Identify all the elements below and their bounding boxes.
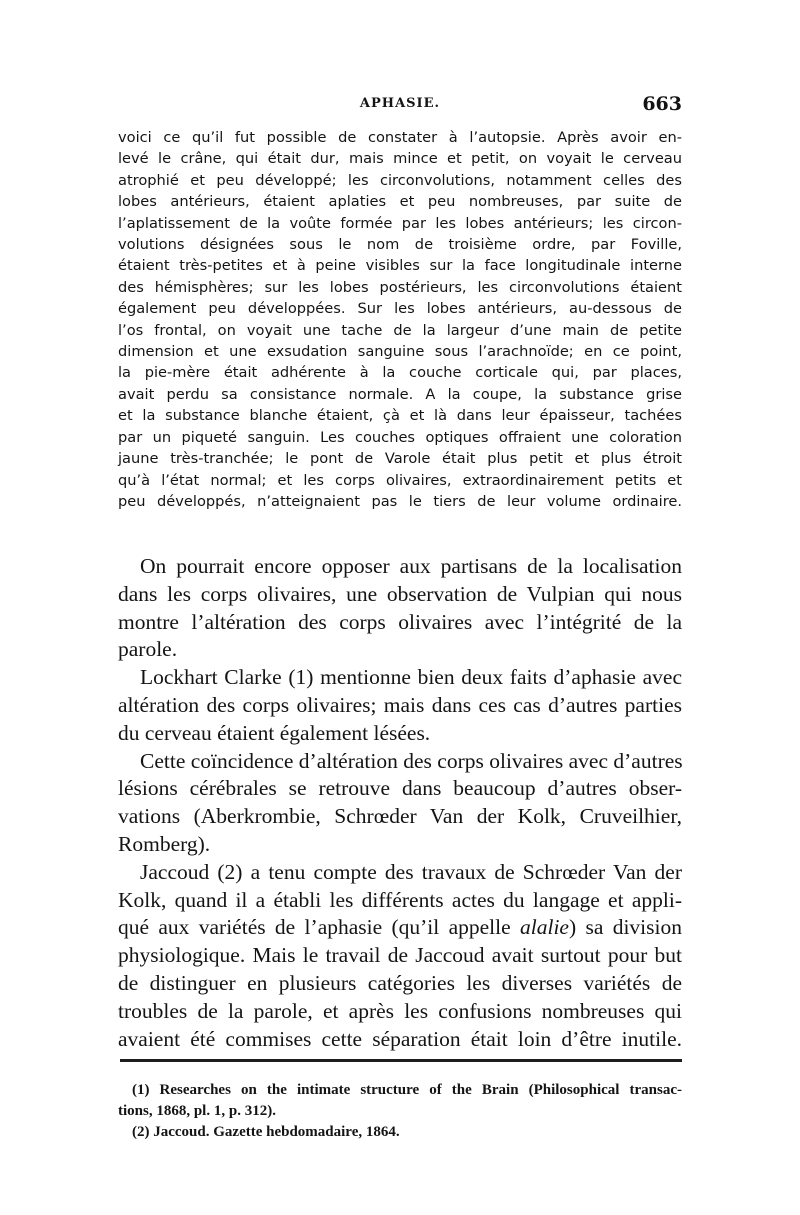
text-line: levé le crâne, qui était dur, mais mince et petit, on voyait le cerveau (118, 150, 682, 168)
running-head: APHASIE. (359, 96, 441, 111)
text-line (118, 914, 682, 942)
text-line: et la substance blanche étaient, çà et là dans leur épaisseur, tachées (118, 407, 682, 425)
text-line: voici ce qu’il fut possible de constater à l’autopsie. Après avoir en- (118, 129, 682, 146)
footnote-rule (120, 1059, 682, 1062)
italic-term: alalie (520, 915, 569, 940)
paragraph-jaccoud (118, 859, 682, 1054)
paragraph-lockhart-clarke (118, 664, 682, 747)
text-line: troubles de la parole, et après les confusions nombreuses qui (118, 998, 682, 1023)
text-line: avait perdu sa consistance normale. A la coupe, la substance grise (118, 385, 682, 403)
text-line: jaune très-tranchée; le pont de Varole était plus petit et plus étroit (118, 450, 682, 468)
text-line: des hémisphères; sur les lobes postérieurs, les circonvolutions étaient (118, 278, 682, 296)
footnote-1: (1) Researches on the intimate structure of the Brain (Philosophical transac- (132, 1082, 682, 1098)
text-line: Romberg). (118, 831, 211, 856)
text-line: lobes antérieurs, étaient aplaties et peu nombreuses, par suite de (118, 193, 682, 211)
text-line: vations (Aberkrombie, Schrœder Van der Kolk, Cruveilhier, (118, 804, 682, 829)
text-line: avaient été commises cette séparation était loin d’être inutile. (118, 1026, 682, 1051)
text-segment: qué aux variétés de l’aphasie (qu’il appelle (118, 915, 520, 940)
text-line: par un piqueté sanguin. Les couches optiques offraient une coloration (118, 428, 682, 446)
footnotes (118, 1080, 682, 1143)
text-line: Lockhart Clarke (1) mentionne bien deux faits d’aphasie avec (140, 665, 682, 690)
text-line: dimension et une exsudation sanguine sous l’arachnoïde; en ce point, (118, 343, 682, 361)
text-line: physiologique. Mais le travail de Jaccoud avait surtout pour but (118, 943, 682, 968)
paragraph-coincidence (118, 748, 682, 859)
text-line: de distinguer en plusieurs catégories les diverses variétés de (118, 970, 682, 995)
text-line: qu’à l’état normal; et les corps olivaires, extraordinairement petits et (118, 471, 682, 489)
paragraph-vulpian (118, 553, 682, 664)
text-line: atrophié et peu développé; les circonvolutions, notamment celles des (118, 171, 682, 189)
autopsy-paragraph (118, 127, 682, 512)
text-line: étaient très-petites et à peine visibles sur la face longitudinale interne (118, 257, 682, 275)
page-number: 663 (642, 93, 682, 115)
text-line: dans les corps olivaires, une observation de Vulpian qui nous (118, 581, 682, 606)
text-line: Cette coïncidence d’altération des corps olivaires avec d’autres (140, 748, 683, 773)
text-line: montre l’altération des corps olivaires avec l’intégrité de la (118, 609, 682, 634)
text-line: peu développés, n’atteignaient pas le tiers de leur volume ordinaire. (118, 492, 682, 510)
text-line: la pie-mère était adhérente à la couche corticale qui, par places, (118, 364, 682, 382)
text-line: Jaccoud (2) a tenu compte des travaux de Schrœder Van der (140, 859, 682, 884)
text-line: altération des corps olivaires; mais dans ces cas d’autres parties (118, 692, 682, 717)
text-segment: ) sa division (568, 915, 682, 940)
page-header (118, 93, 682, 124)
text-line: Kolk, quand il a établi les différents actes du langage et appli- (118, 887, 682, 912)
text-line: l’aplatissement de la voûte formée par les lobes antérieurs; les circon- (118, 214, 682, 232)
text-line: également peu développées. Sur les lobes antérieurs, au-dessous de (118, 300, 682, 318)
text-line: l’os frontal, on voyait une tache de la largeur d’une main de petite (118, 321, 682, 339)
text-line: On pourrait encore opposer aux partisans de la localisation (140, 554, 682, 578)
body-text (118, 553, 682, 1053)
text-line: parole. (118, 637, 178, 662)
footnote-2: (2) Jaccoud. Gazette hebdomadaire, 1864. (132, 1124, 400, 1140)
text-line: du cerveau étaient également lésées. (118, 720, 431, 745)
text-line: lésions cérébrales se retrouve dans beaucoup d’autres obser- (118, 776, 682, 801)
text-line: volutions désignées sous le nom de troisième ordre, par Foville, (118, 236, 682, 254)
footnote-1-continuation: tions, 1868, pl. 1, p. 312). (118, 1103, 276, 1119)
